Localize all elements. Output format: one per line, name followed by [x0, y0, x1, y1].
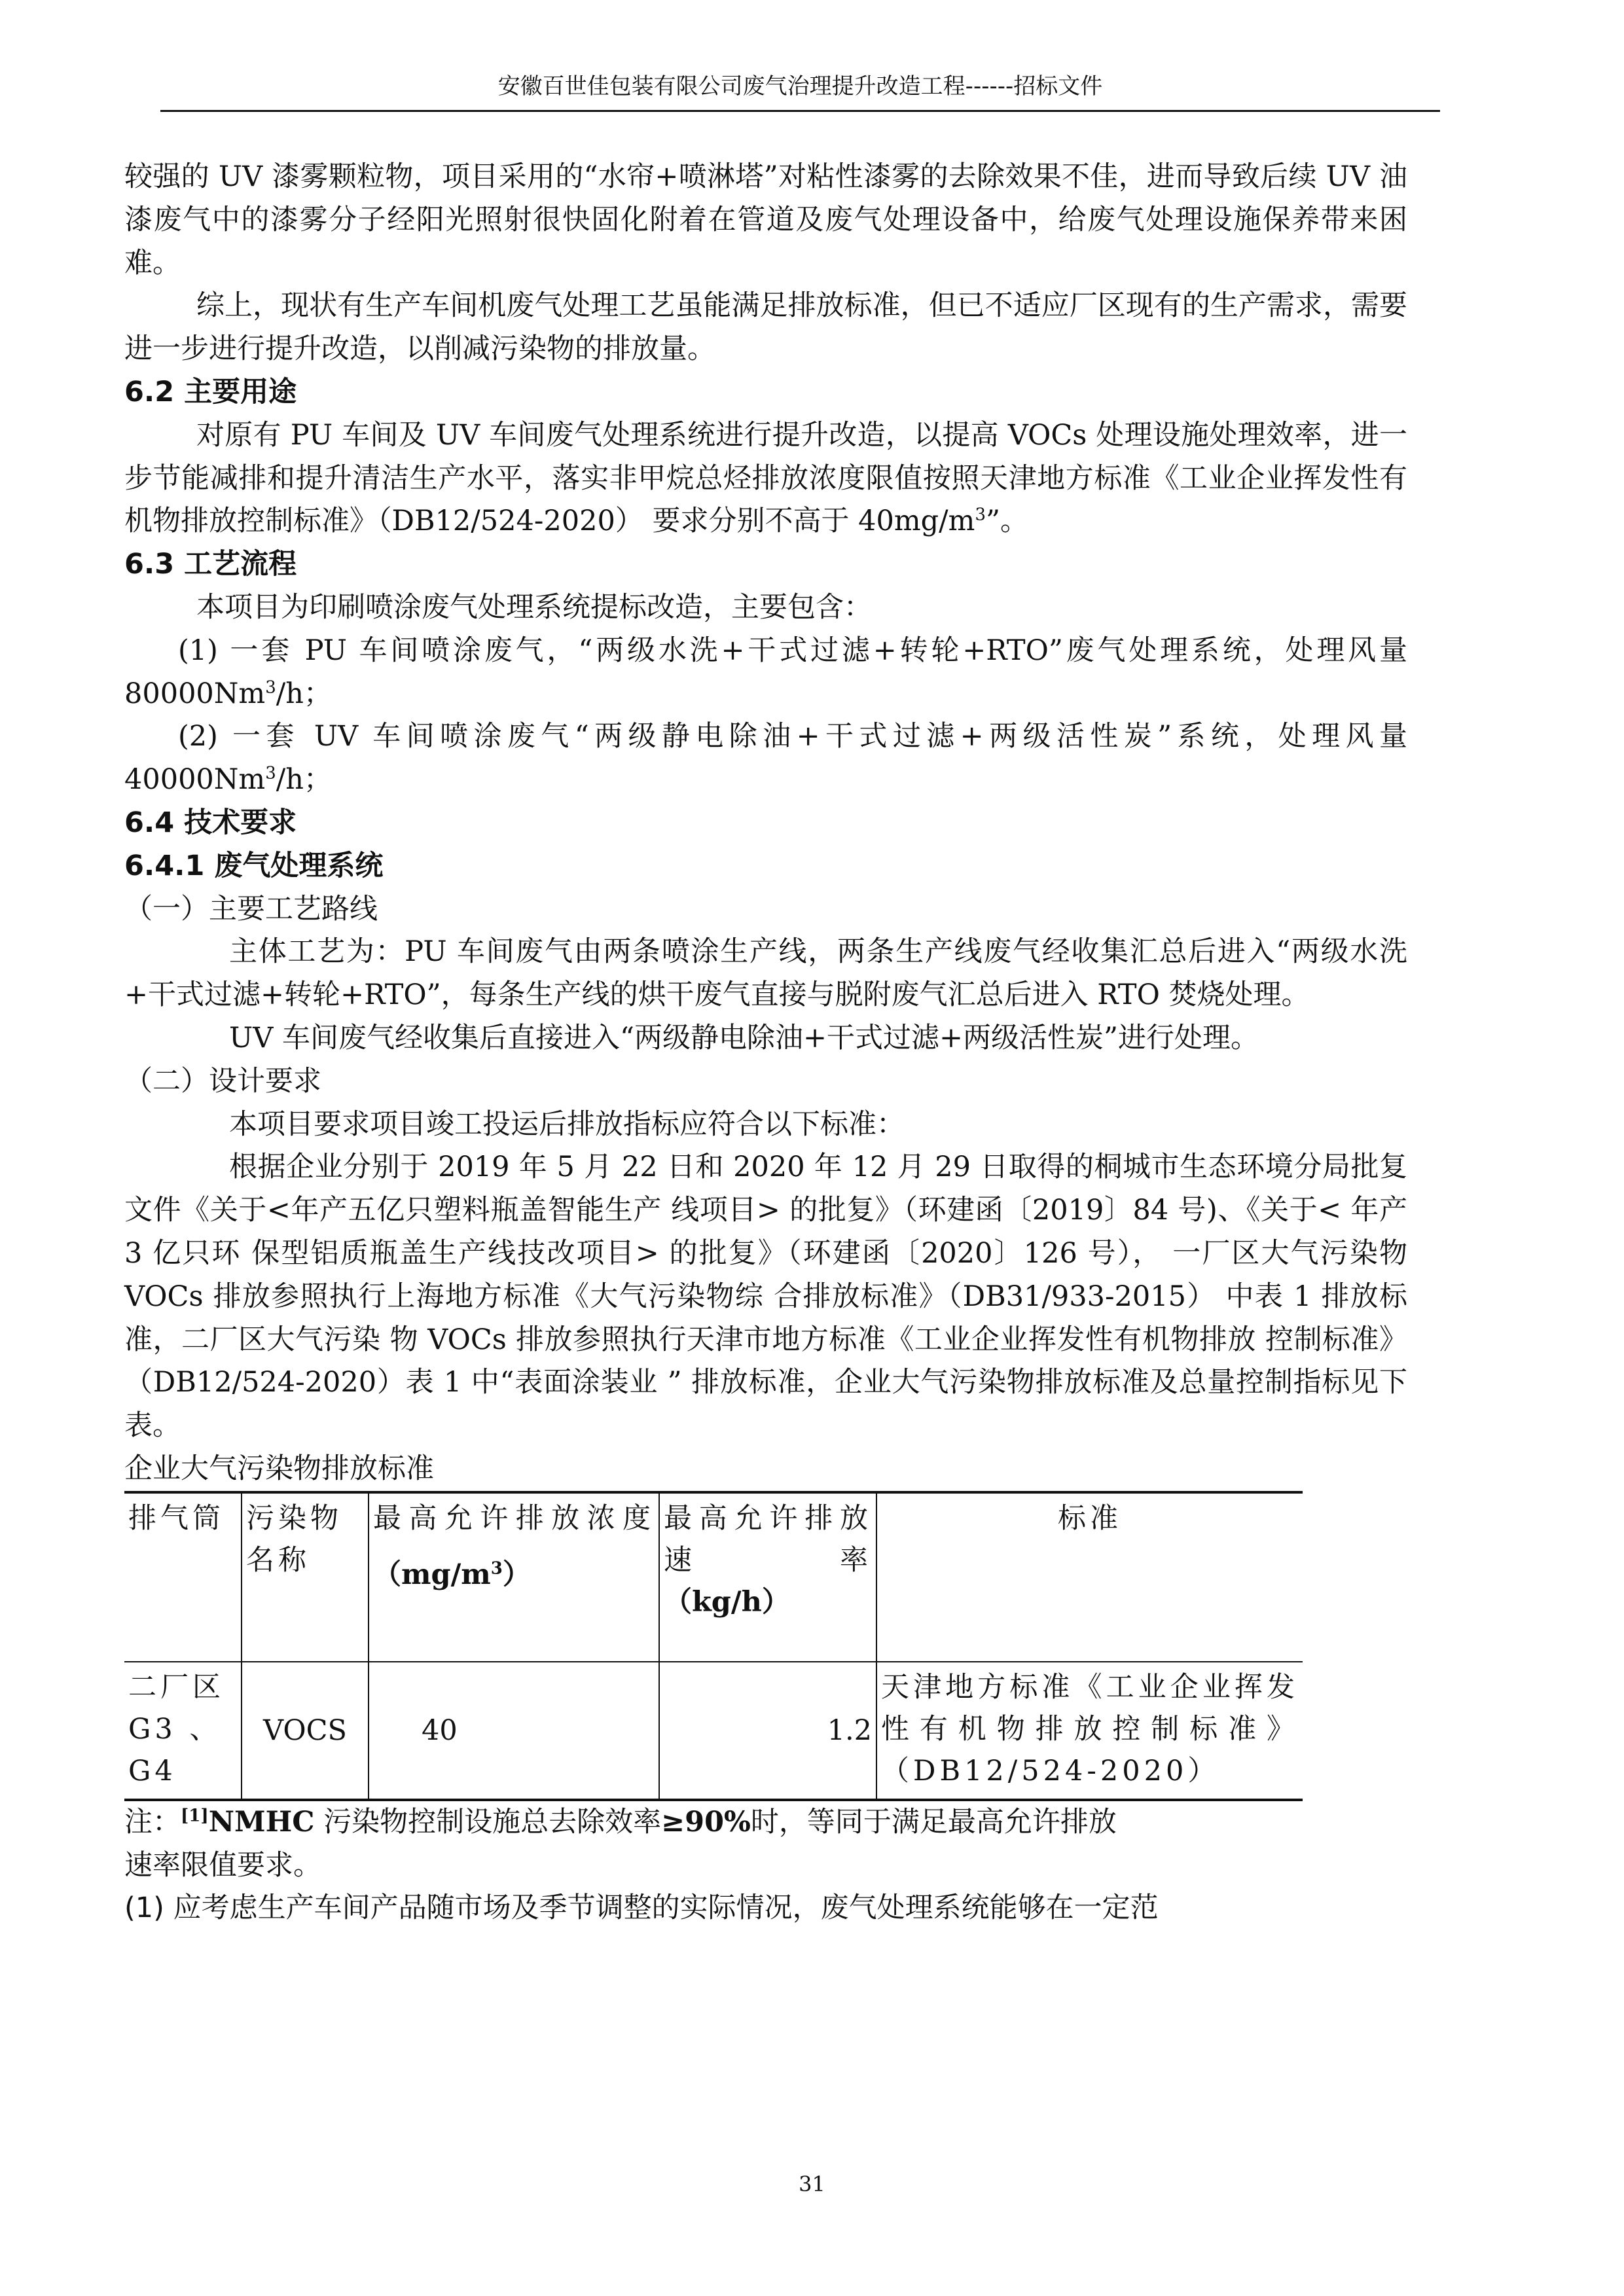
list-item: (1) 一套 PU 车间喷涂废气，“两级水洗+干式过滤+转轮+RTO”废气处理系统，处理风量 80000Nm$^3$/h；: [124, 634, 1407, 710]
table-note: 注：[1]NMHC 污染物控制设施总去除效率≥90%时，等同于满足最高允许排放: [124, 1805, 1117, 1839]
cell-concentration: 40: [369, 1662, 659, 1800]
page-number: 31: [799, 2172, 825, 2197]
list-item: (2) 一套 UV 车间喷涂废气“两级静电除油+干式过滤+两级活性炭”系统，处理风量 40000Nm$^3$/h；: [124, 720, 1407, 797]
header-rule: [160, 110, 1440, 112]
header-concentration: 最高允许排放浓度 $(mg/m^3)$: [369, 1492, 659, 1662]
section-heading-6-4: 6.4 技术要求: [124, 806, 297, 839]
paragraph: 对原有 PU 车间及 UV 车间废气处理系统进行提升改造，以提高 VOCs 处理设施处理效率，进一步节能减排和提升清洁生产水平，落实非甲烷总烃排放浓度限值按照天津地方标准《工业企业挥发性有机物排放控制标准》（DB12/524-2020） 要求分别不高于 $40mg/m^3$”。: [124, 418, 1407, 538]
paragraph: 本项目为印刷喷涂废气处理系统提标改造，主要包含：: [196, 590, 872, 624]
header-rate: 最高允许排放速率 （kg/h）: [659, 1492, 876, 1662]
paragraph: 较强的 UV 漆雾颗粒物，项目采用的“水帘+喷淋塔”对粘性漆雾的去除效果不佳，进而导致后续 UV 油漆废气中的漆雾分子经阳光照射很快固化附着在管道及废气处理设备中，给废气处理设施保养带来困难。: [124, 160, 1407, 279]
subsection-label: （二）设计要求: [124, 1064, 321, 1098]
section-heading-6-3: 6.3 工艺流程: [124, 548, 297, 581]
header-pollutant: 污染物名称: [242, 1492, 369, 1662]
header-outlet: 排气筒: [124, 1492, 242, 1662]
page-header: 安徽百世佳包装有限公司废气治理提升改造工程------招标文件: [497, 73, 1103, 99]
cell-standard: 天津地方标准《工业企业挥发性有机物排放控制标准》（DB12/524-2020）: [876, 1662, 1303, 1800]
cell-outlet: 二厂区 G3 、G4: [124, 1662, 242, 1800]
table-note-continued: 速率限值要求。: [124, 1848, 321, 1882]
cell-pollutant: VOCS: [242, 1662, 369, 1800]
paragraph: 本项目要求项目竣工投运后排放指标应符合以下标准：: [229, 1107, 905, 1141]
section-heading-6-2: 6.2 主要用途: [124, 375, 297, 408]
header-standard: 标准: [876, 1492, 1303, 1662]
paragraph: 根据企业分别于 2019 年 5 月 22 日和 2020 年 12 月 29 日取得的桐城市生态环境分局批复文件《关于<年产五亿只塑料瓶盖智能生产 线项目> 的批复》（环建函〔2019〕84 号)、《关于< 年产 3 亿只环 保型铝质瓶盖生产线技改项目> 的批复》（环建函〔2020〕126 号）， 一厂区大气污染物 VOCs 排放参照执行上海地方标准《大气污染物综 合排放标准》（DB31/933-2015） 中表 1 排放标准，二厂区大气污染 物 VOCs 排放参照执行天津市地方标准《工业企业挥发性有机物排放 控制标准》（DB12/524-2020）表 1 中“表面涂装业 ” 排放标准，企业大气污染物排放标准及总量控制指标见下表。: [124, 1151, 1407, 1443]
list-item: (1) 应考虑生产车间产品随市场及季节调整的实际情况，废气处理系统能够在一定范: [124, 1892, 1159, 1925]
table-header-row: [124, 1492, 1303, 1662]
paragraph: 主体工艺为：PU 车间废气由两条喷涂生产线，两条生产线废气经收集汇总后进入“两级水洗+干式过滤+转轮+RTO”，每条生产线的烘干废气直接与脱附废气汇总后进入 RTO 焚烧处理。: [124, 935, 1407, 1012]
table-caption: 企业大气污染物排放标准: [124, 1452, 434, 1485]
subsection-label: （一）主要工艺路线: [124, 892, 378, 925]
section-heading-6-4-1: 6.4.1 废气处理系统: [124, 849, 384, 882]
table-row: [124, 1662, 1303, 1800]
cell-rate: 1.2: [659, 1662, 876, 1800]
paragraph: 综上，现状有生产车间机废气处理工艺虽能满足排放标准，但已不适应厂区现有的生产需求，需要进一步进行提升改造，以削减污染物的排放量。: [124, 289, 1407, 366]
emission-standard-table: [124, 1491, 1303, 1801]
body-text: [124, 156, 1407, 1930]
paragraph: UV 车间废气经收集后直接进入“两级静电除油+干式过滤+两级活性炭”进行处理。: [229, 1021, 1259, 1054]
